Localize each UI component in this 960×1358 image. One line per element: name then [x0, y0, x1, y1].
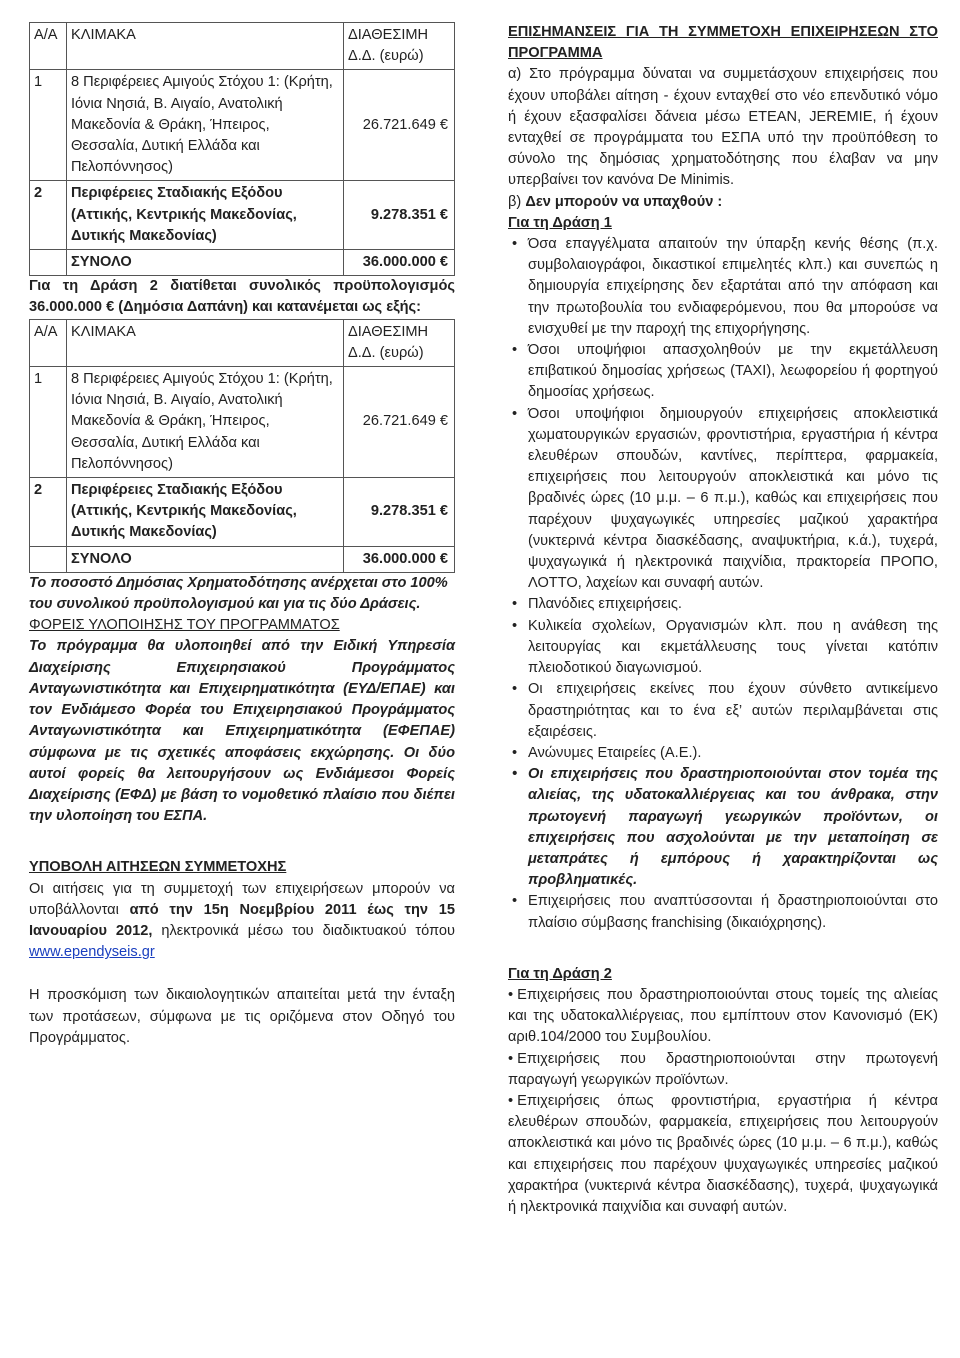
list-item: • Ανώνυμες Εταιρείες (Α.Ε.).: [508, 743, 938, 764]
list-item: • Επιχειρήσεις που αναπτύσσονται ή δραστηριοποιούνται στο πλαίσιο σύμβασης franchising (δικαιόχρησης).: [508, 891, 938, 933]
row-number: 1: [30, 367, 67, 478]
b-prefix: β): [508, 193, 522, 210]
right-column: [508, 22, 938, 1218]
action2-exclusions: [508, 985, 938, 1218]
funding-note: Το ποσοστό Δημόσιας Χρηματοδότησης ανέρχεται στο 100% του συνολικού προϋπολογισμού και για τις δύο Δράσεις.: [29, 574, 448, 613]
table-row: [30, 70, 455, 181]
header-available: ΔΙΑΘΕΣΙΜΗ Δ.Δ. (ευρώ): [344, 319, 455, 366]
action1-label: Για τη Δράση 1: [508, 214, 612, 231]
row-scale: Περιφέρειες Σταδιακής Εξόδου (Αττικής, Κεντρικής Μακεδονίας, Δυτικής Μακεδονίας): [67, 478, 344, 547]
action2-label: Για τη Δράση 2: [508, 965, 612, 982]
submission-text: [29, 879, 455, 964]
b-label: Δεν μπορούν να υπαχθούν :: [525, 193, 723, 210]
header-aa: Α/Α: [30, 319, 67, 366]
budget-table-1: [29, 22, 455, 276]
submission-dates: από την 15η Νοεμβρίου 2011 έως την 15 Ιανουαρίου 2012,: [29, 901, 456, 939]
row-amount: 9.278.351 €: [344, 478, 455, 547]
list-item: • Όσοι υποψήφιοι απασχοληθούν με την εκμετάλλευση επιβατικού δημοσίας χρήσεως (ΤΑΧΙ), λεωφορείου ή φορτηγού δημοσίας χρήσεως.: [508, 340, 938, 404]
submission-intro: Οι αιτήσεις για τη συμμετοχή των επιχειρήσεων μπορούν να υποβάλλονται: [29, 880, 455, 918]
submission-heading: ΥΠΟΒΟΛΗ ΑΙΤΗΣΕΩΝ ΣΥΜΜΕΤΟΧΗΣ: [29, 859, 287, 876]
row-amount: 26.721.649 €: [344, 70, 455, 181]
row-scale: 8 Περιφέρειες Αμιγούς Στόχου 1: (Κρήτη, Ιόνια Νησιά, Β. Αιγαίο, Ανατολική Μακεδονία & Θράκη, Ήπειρος, Θεσσαλία, Δυτική Ελλάδα και Πελοπόννησος): [67, 70, 344, 181]
list-item: • Επιχειρήσεις όπως φροντιστήρια, εργαστήρια ή κέντρα ελευθέρων σπουδών, φαρμακεία, επιχειρήσεις που λειτουργούν αποκλειστικά και μόνο τις βραδινές ώρες (10 μ.μ. – 6 π.μ.), καθώς και επιχειρήσεις που παρέχουν ψυχαγωγικές υπηρεσίες μαζικού χαρακτήρα (νυκτερινά κέντρα διασκέδασης), τυχερά, ψυχαγωγικά ή ηλεκτρονικά παιχνίδια και συναφή αυτών.: [508, 1091, 938, 1218]
total-amount: 36.000.000 €: [344, 546, 455, 572]
row-number: 2: [30, 478, 67, 547]
row-scale: Περιφέρειες Σταδιακής Εξόδου (Αττικής, Κεντρικής Μακεδονίας, Δυτικής Μακεδονίας): [67, 181, 344, 250]
header-scale: ΚΛΙΜΑΚΑ: [67, 23, 344, 70]
list-item: • Κυλικεία σχολείων, Οργανισμών κλπ. που η ανάθεση της λειτουργίας και εκμετάλλευσης τους γίνεται κατόπιν πλειοδοτικού διαγωνισμού.: [508, 616, 938, 680]
budget-table-2: [29, 319, 455, 573]
table-header-row: [30, 319, 455, 366]
list-item: • Όσοι υποψήφιοι δημιουργούν επιχειρήσεις αποκλειστικά χωματουργικών εργασιών, φροντιστήρια, εργαστήρια ή κέντρα ελευθέρων σπουδών, καντίνες, περίπτερα, φαρμακεία, επιχειρήσεις που λειτουργούν αποκλειστικά και μόνο τις βραδινές ώρες (10 μ.μ. – 6 π.μ.), καθώς και επιχειρήσεις που παρέχουν ψυχαγωγικές υπηρεσίες μαζικού χαρακτήρα (νυκτερινά κέντρα διασκέδασης, αναψυκτήρια, κ.ά.), τυχερά, ψυχαγωγικά ή ηλεκτρονικά παιχνίδια, πρακτορεία ΠΡΟΠΟ, ΛΟΤΤΟ, λαχείων και συναφή αυτών.: [508, 404, 938, 595]
website-link[interactable]: www.ependyseis.gr: [29, 944, 155, 961]
submission-tail: ηλεκτρονικά μέσω του διαδικτυακού τόπου: [161, 922, 455, 939]
row-number: 1: [30, 70, 67, 181]
list-item: • Επιχειρήσεις που δραστηριοποιούνται στην πρωτογενή παραγωγή γεωργικών προϊόντων.: [508, 1049, 938, 1091]
header-available: ΔΙΑΘΕΣΙΜΗ Δ.Δ. (ευρώ): [344, 23, 455, 70]
bodies-heading: ΦΟΡΕΙΣ ΥΛΟΠΟΙΗΣΗΣ ΤΟΥ ΠΡΟΓΡΑΜΜΑΤΟΣ: [29, 617, 340, 634]
table-row: [30, 181, 455, 250]
documents-text: Η προσκόμιση των δικαιολογητικών απαιτείται μετά την ένταξη των προτάσεων, σύμφωνα με τις οριζόμενα στον Οδηγό του Προγράμματος.: [29, 987, 455, 1046]
header-scale: ΚΛΙΜΑΚΑ: [67, 319, 344, 366]
table-row: [30, 367, 455, 478]
table-header-row: [30, 23, 455, 70]
total-amount: 36.000.000 €: [344, 250, 455, 276]
table-row: [30, 478, 455, 547]
header-aa: Α/Α: [30, 23, 67, 70]
action2-exclusions-wrap: [508, 985, 938, 1218]
total-empty: [30, 546, 67, 572]
row-amount: 26.721.649 €: [344, 367, 455, 478]
list-item: • Επιχειρήσεις που δραστηριοποιούνται στους τομείς της αλιείας και της υδατοκαλλιέργειας, που εμπίπτουν στον Κανονισμό (ΕΚ) αριθ.104/2000 του Συμβουλίου.: [508, 985, 938, 1049]
eligibility-b: [508, 192, 938, 213]
action2-budget-text: Για τη Δράση 2 διατίθεται συνολικός προϋπολογισμός 36.000.000 € (Δημόσια Δαπάνη) και κατανέμεται ως εξής:: [29, 278, 455, 316]
left-column: [29, 22, 455, 1049]
table-total-row: [30, 546, 455, 572]
row-number: 2: [30, 181, 67, 250]
total-label: ΣΥΝΟΛΟ: [67, 250, 344, 276]
notes-heading: ΕΠΙΣΗΜΑΝΣΕΙΣ ΓΙΑ ΤΗ ΣΥΜΜΕΤΟΧΗ ΕΠΙΧΕΙΡΗΣΕΩΝ ΣΤΟ ΠΡΟΓΡΑΜΜΑ: [508, 24, 938, 62]
row-scale: 8 Περιφέρειες Αμιγούς Στόχου 1: (Κρήτη, Ιόνια Νησιά, Β. Αιγαίο, Ανατολική Μακεδονία & Θράκη, Ήπειρος, Θεσσαλία, Δυτική Ελλάδα και Πελοπόννησος): [67, 367, 344, 478]
table-total-row: [30, 250, 455, 276]
total-label: ΣΥΝΟΛΟ: [67, 546, 344, 572]
bodies-text: Το πρόγραμμα θα υλοποιηθεί από την Ειδική Υπηρεσία Διαχείρισης Επιχειρησιακού Προγράμματος Ανταγωνιστικότητα και Επιχειρηματικότητα (ΕΥΔ/ΕΠΑΕ) και τον Ενδιάμεσο Φορέα του Επιχειρησιακού Προγράμματος Ανταγωνιστικότητα και Επιχειρηματικότητα (ΕΦΕΠΑΕ) σύμφωνα με τις σχετικές αποφάσεις εκχώρησης. Οι δύο αυτοί φορείς θα λειτουργήσουν ως Ενδιάμεσοι Φορείς Διαχείρισης (ΕΦΔ) με βάση το νομοθετικό πλαίσιο που διέπει την υλοποίηση του ΕΣΠΑ.: [29, 638, 455, 825]
eligibility-a: α) Στο πρόγραμμα δύναται να συμμετάσχουν επιχειρήσεις που έχουν υποβάλει αίτηση - έχουν ενταχθεί στο νέο επενδυτικό νόμο ή έχουν εξασφαλίσει δάνεια μέσω ΕΤΕΑΝ, JEREMIE, ή έχουν ενταχθεί σε προγράμματα του ΕΣΠΑ υπό την προϋπόθεση το σύνολο της δημόσιας χρηματοδότησης που έλαβαν να μην υπερβαίνει τον κανόνα De Minimis.: [508, 66, 938, 189]
list-item: • Όσα επαγγέλματα απαιτούν την ύπαρξη κενής θέσης (π.χ. συμβολαιογράφοι, δικαστικοί επιμελητές κλπ.) και συνεπώς η δημιουργία επιχείρησης δεν εξαρτάται από την απόφαση και την πρωτοβουλία του ενδιαφερόμενου, που θα μπορούσε να ενισχυθεί με την παροχή της επιχορήγησης.: [508, 234, 938, 340]
list-item: • Οι επιχειρήσεις εκείνες που έχουν σύνθετο αντικείμενο δραστηριότητας και το ένα εξ’ αυτών περιλαμβάνεται στις εξαιρέσεις.: [508, 679, 938, 743]
action1-exclusions: [508, 234, 938, 934]
list-item: • Πλανόδιες επιχειρήσεις.: [508, 594, 938, 615]
list-item: • Οι επιχειρήσεις που δραστηριοποιούνται στον τομέα της αλιείας, της υδατοκαλλιέργειας και του άνθρακα, στην πρωτογενή παραγωγή γεωργικών προϊόντων, οι επιχειρήσεις που ασχολούνται με την μεταποίηση σε μεταπράτες ή εμπόρους ή χαρακτηρίζονται ως προβληματικές.: [508, 764, 938, 891]
total-empty: [30, 250, 67, 276]
row-amount: 9.278.351 €: [344, 181, 455, 250]
